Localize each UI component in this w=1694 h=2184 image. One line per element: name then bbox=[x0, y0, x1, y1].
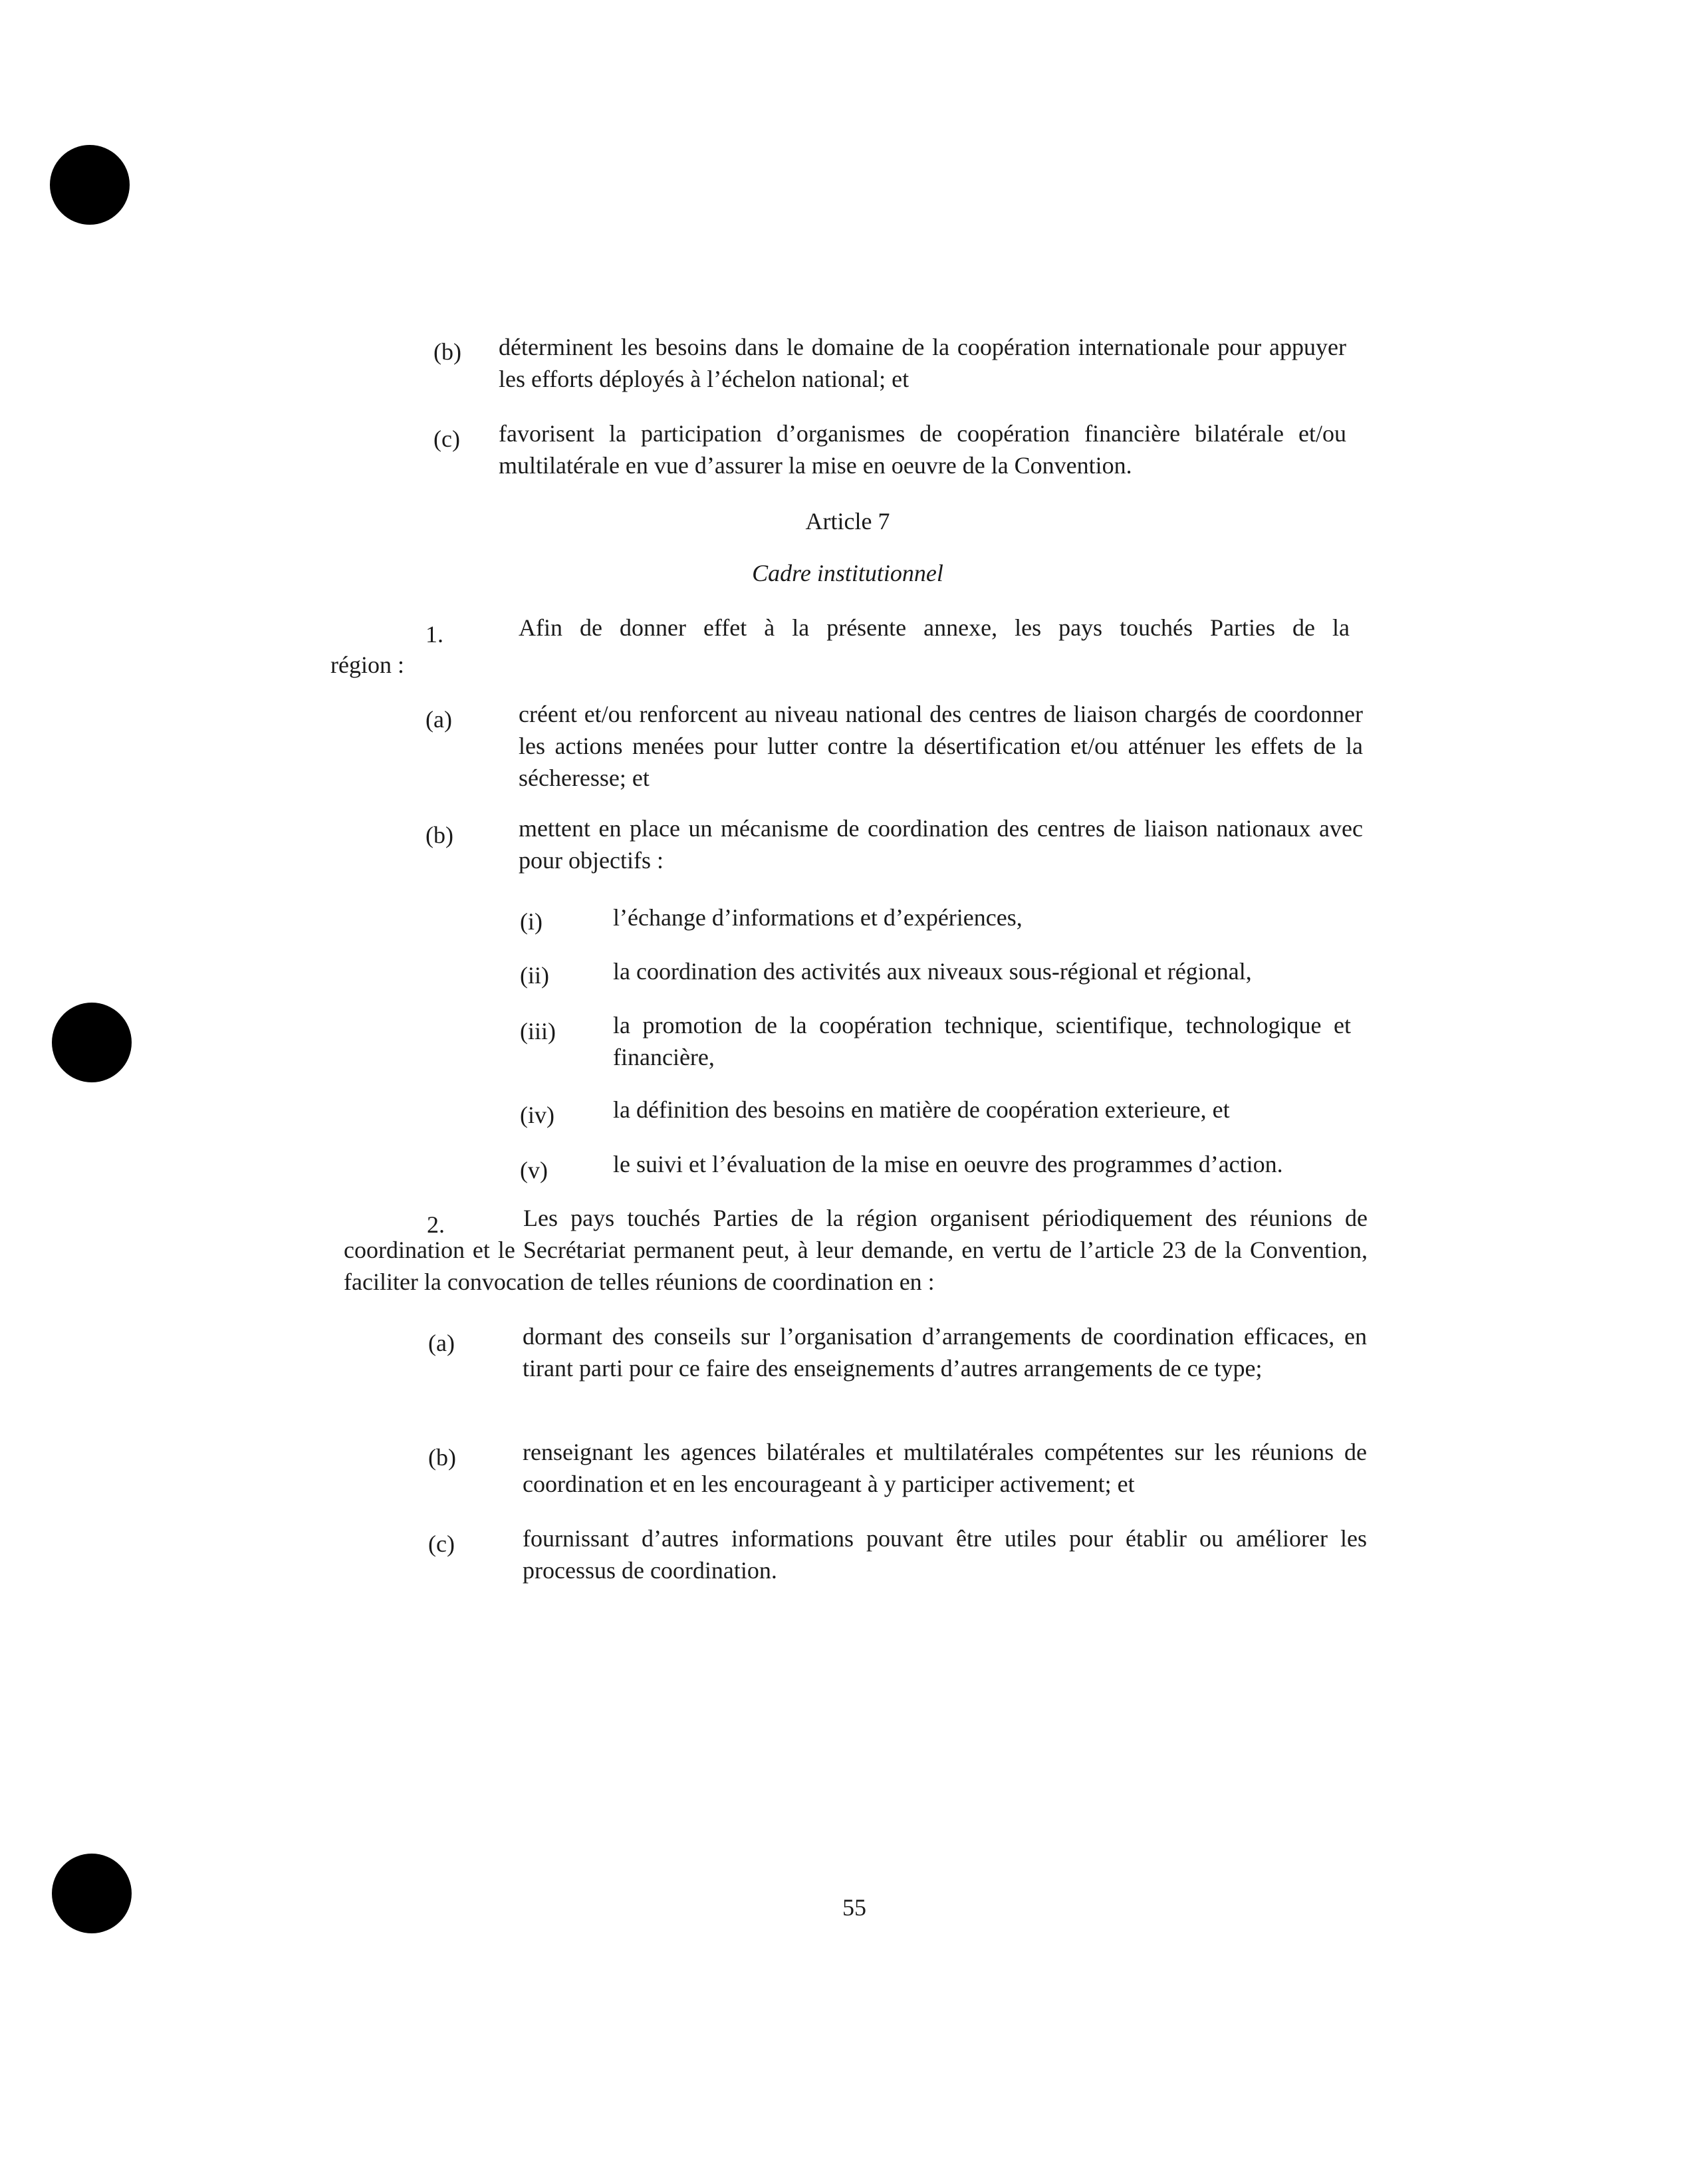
subitem-text-iv: la définition des besoins en matière de coopération exterieure, et bbox=[613, 1096, 1230, 1123]
item-label-b-para2: (b) bbox=[428, 1444, 456, 1471]
subitem-label-v: (v) bbox=[520, 1157, 548, 1183]
item-text-b-para1: mettent en place un mécanisme de coordination des centres de liaison nationaux avec pour objectifs : bbox=[519, 815, 1363, 874]
item-label-b-top: (b) bbox=[433, 338, 461, 365]
article-subtitle: Cadre institutionnel bbox=[752, 560, 943, 586]
item-label-c-top: (c) bbox=[433, 425, 460, 452]
punch-hole-middle bbox=[52, 1003, 132, 1082]
paragraph-number-2: 2. bbox=[427, 1211, 445, 1238]
subitem-text-ii: la coordination des activités aux niveaux sous-régional et régional, bbox=[613, 958, 1252, 985]
article-heading: Article 7 bbox=[805, 508, 890, 535]
punch-hole-top bbox=[50, 145, 130, 225]
subitem-label-i: (i) bbox=[520, 908, 543, 935]
subitem-label-iii: (iii) bbox=[520, 1018, 556, 1044]
paragraph-1-first-line: Afin de donner effet à la présente annexe, les pays touchés Parties de la bbox=[519, 614, 1350, 641]
punch-hole-bottom bbox=[52, 1854, 132, 1933]
subitem-text-iii: la promotion de la coopération technique, scientifique, technologique et financière, bbox=[613, 1012, 1351, 1070]
subitem-text-v: le suivi et l’évaluation de la mise en oeuvre des programmes d’action. bbox=[613, 1151, 1283, 1177]
item-label-a-para1: (a) bbox=[425, 706, 452, 733]
paragraph-1-second-line: région : bbox=[330, 652, 404, 678]
item-text-a-para2: dormant des conseils sur l’organisation d’arrangements de coordination efficaces, en tirant parti pour ce faire des enseignements d’autres arrangements de ce type; bbox=[523, 1323, 1367, 1382]
page-number: 55 bbox=[842, 1894, 866, 1921]
item-text-b-top: déterminent les besoins dans le domaine de la coopération internationale pour appuyer les efforts déployés à l’échelon national; et bbox=[499, 334, 1346, 392]
subitem-label-ii: (ii) bbox=[520, 962, 549, 989]
item-text-c-para2: fournissant d’autres informations pouvant être utiles pour établir ou améliorer les processus de coordination. bbox=[523, 1525, 1367, 1584]
item-label-a-para2: (a) bbox=[428, 1330, 455, 1356]
subitem-label-iv: (iv) bbox=[520, 1102, 554, 1128]
subitem-text-i: l’échange d’informations et d’expériences, bbox=[613, 904, 1023, 931]
item-text-a-para1: créent et/ou renforcent au niveau national des centres de liaison chargés de coordonner les actions menées pour lutter contre la désertification et/ou atténuer les effets de la sécheresse; et bbox=[519, 701, 1363, 791]
item-label-b-para1: (b) bbox=[425, 822, 453, 848]
paragraph-2-text: Les pays touchés Parties de la région organisent périodiquement des réunions de coordination et le Secrétariat permanent peut, à leur demande, en vertu de l’article 23 de la Convention, faciliter la convocation de telles réunions de coordination en : bbox=[344, 1205, 1368, 1295]
paragraph-number-1: 1. bbox=[425, 621, 443, 648]
item-text-c-top: favorisent la participation d’organismes de coopération financière bilatérale et/ou multilatérale en vue d’assurer la mise en oeuvre de la Convention. bbox=[499, 420, 1346, 479]
item-label-c-para2: (c) bbox=[428, 1530, 455, 1557]
item-text-b-para2: renseignant les agences bilatérales et multilatérales compétentes sur les réunions de coordination et en les encourageant à y participer activement; et bbox=[523, 1439, 1367, 1497]
